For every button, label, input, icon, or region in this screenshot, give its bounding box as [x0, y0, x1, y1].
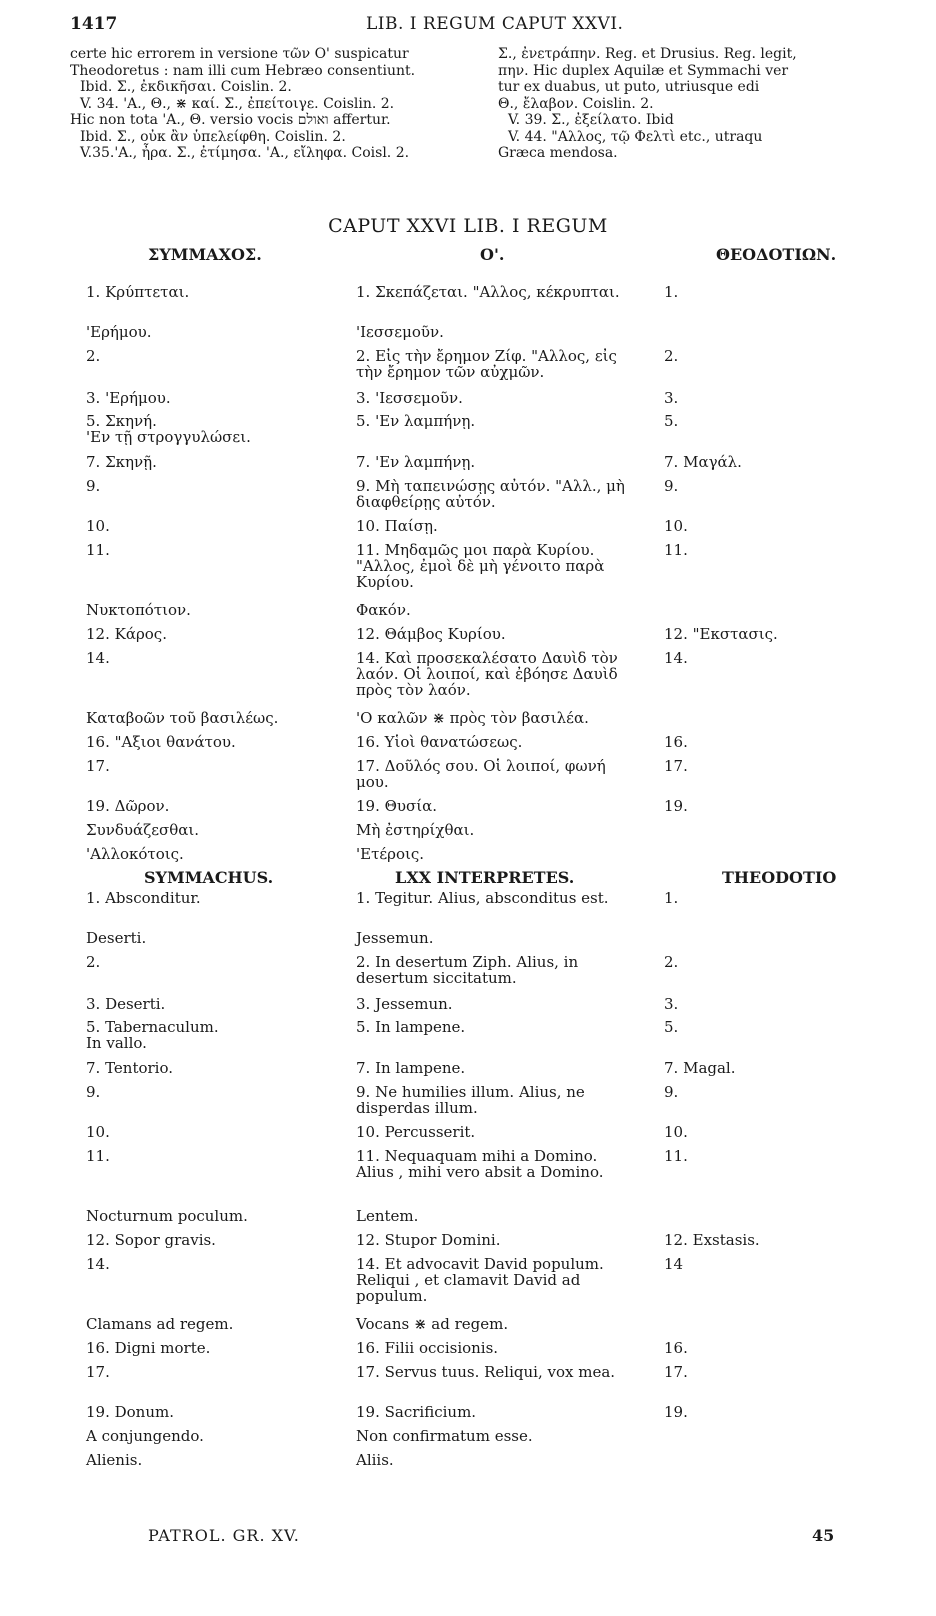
latin-symmachus-cell: Alienis.: [86, 1451, 143, 1469]
greek-symmachus-cell: Συνδυάζεσθαι.: [86, 821, 200, 839]
greek-lxx-cell: 9. Μὴ ταπεινώσῃς αὐτόν. "Αλλ., μὴ διαφθείρῃς αὐτόν.: [356, 477, 625, 511]
note-line: tur ex duabus, ut puto, utriusque edi: [498, 79, 760, 95]
latin-theodotion-cell: 12. Exstasis.: [664, 1231, 760, 1249]
latin-lxx-cell: 2. In desertum Ziph. Alius, in desertum siccitatum.: [356, 953, 579, 987]
latin-symmachus-cell: 3. Deserti.: [86, 995, 166, 1013]
greek-symmachus-cell: 2.: [86, 347, 101, 365]
latin-symmachus-cell: Deserti.: [86, 929, 147, 947]
running-head: [70, 14, 866, 38]
note-line: Græca mendosa.: [498, 145, 618, 161]
greek-symmachus-cell: 5. Σκηνή. 'Εν τῇ στρογγυλώσει.: [86, 412, 251, 446]
greek-theodotion-cell: 12. "Εκστασις.: [664, 625, 778, 643]
greek-symmachus-cell: 7. Σκηνῇ.: [86, 453, 157, 471]
note-line: Σ., ἐνετράπην. Reg. et Drusius. Reg. legit,: [498, 46, 797, 62]
greek-theodotion-cell: 16.: [664, 733, 688, 751]
greek-symmachus-cell: 3. 'Ερήμου.: [86, 389, 171, 407]
note-line: Hic non tota 'Α., Θ. versio vocis ואולם affertur.: [70, 112, 391, 128]
latin-lxx-cell: 3. Jessemun.: [356, 995, 453, 1013]
greek-symmachus-cell: 11.: [86, 541, 110, 559]
latin-symmachus-cell: 2.: [86, 953, 101, 971]
greek-symmachus-cell: 17.: [86, 757, 110, 775]
latin-lxx-cell: 19. Sacrificium.: [356, 1403, 477, 1421]
greek-header-lxx: Ο'.: [480, 245, 505, 264]
note-line: V.35.'Α., ἦρα. Σ., ἐτίμησα. 'Α., εἴληφα. Coisl. 2.: [80, 145, 410, 161]
latin-theodotion-cell: 17.: [664, 1363, 688, 1381]
greek-lxx-cell: Μὴ ἐστηρίχθαι.: [356, 821, 475, 839]
greek-lxx-cell: 5. 'Εν λαμπήνῃ.: [356, 412, 476, 430]
latin-symmachus-cell: 19. Donum.: [86, 1403, 174, 1421]
latin-lxx-cell: Non confirmatum esse.: [356, 1427, 533, 1445]
latin-theodotion-cell: 3.: [664, 995, 679, 1013]
latin-lxx-cell: 17. Servus tuus. Reliqui, vox mea.: [356, 1363, 616, 1381]
greek-theodotion-cell: 10.: [664, 517, 688, 535]
greek-symmachus-cell: 1. Κρύπτεται.: [86, 283, 190, 301]
latin-symmachus-cell: 14.: [86, 1255, 110, 1273]
greek-column-headers: [0, 245, 936, 267]
latin-lxx-cell: 10. Percusserit.: [356, 1123, 476, 1141]
greek-header-theodotion: ΘΕΟΔΟΤΙΩΝ.: [716, 245, 837, 264]
latin-symmachus-cell: 16. Digni morte.: [86, 1339, 211, 1357]
greek-lxx-cell: 2. Εἰς τὴν ἔρημον Ζίφ. "Αλλος, εἰς τὴν ἔρημον τῶν αὐχμῶν.: [356, 347, 617, 381]
greek-symmachus-cell: 16. "Αξιοι θανάτου.: [86, 733, 236, 751]
latin-lxx-cell: 9. Ne humilies illum. Alius, ne disperdas illum.: [356, 1083, 585, 1117]
latin-lxx-cell: Vocans ⋇ ad regem.: [356, 1315, 509, 1333]
greek-symmachus-cell: 14.: [86, 649, 110, 667]
greek-theodotion-cell: 14.: [664, 649, 688, 667]
greek-lxx-cell: 'Ιεσσεμοῦν.: [356, 323, 444, 341]
latin-theodotion-cell: 19.: [664, 1403, 688, 1421]
greek-theodotion-cell: 9.: [664, 477, 679, 495]
note-line: V. 34. 'Α., Θ., ⋇ καί. Σ., ἐπείτοιγε. Coislin. 2.: [80, 95, 395, 112]
section-title: CAPUT XXVI LIB. I REGUM: [328, 215, 608, 237]
greek-lxx-cell: 'Ο καλῶν ⋇ πρὸς τὸν βασιλέα.: [356, 709, 589, 727]
greek-theodotion-cell: 19.: [664, 797, 688, 815]
latin-theodotion-cell: 14: [664, 1255, 684, 1273]
latin-theodotion-cell: 1.: [664, 889, 679, 907]
greek-theodotion-cell: 11.: [664, 541, 688, 559]
latin-symmachus-cell: 1. Absconditur.: [86, 889, 201, 907]
greek-theodotion-cell: 5.: [664, 412, 679, 430]
greek-theodotion-cell: 3.: [664, 389, 679, 407]
note-line: Theodoretus : nam illi cum Hebræo consentiunt.: [70, 62, 416, 79]
page-number: 1417: [70, 14, 118, 34]
latin-lxx-cell: 5. In lampene.: [356, 1018, 466, 1036]
latin-theodotion-cell: 7. Magal.: [664, 1059, 736, 1077]
greek-theodotion-cell: 17.: [664, 757, 688, 775]
greek-lxx-cell: 1. Σκεπάζεται. "Αλλος, κέκρυπται.: [356, 283, 620, 301]
latin-column-headers: [0, 868, 936, 890]
greek-symmachus-cell: 'Ερήμου.: [86, 323, 152, 341]
greek-lxx-cell: 17. Δοῦλός σου. Οἱ λοιποί, φωνή μου.: [356, 757, 606, 791]
greek-symmachus-cell: 'Αλλοκότοις.: [86, 845, 184, 863]
latin-symmachus-cell: Nocturnum poculum.: [86, 1207, 248, 1225]
greek-symmachus-cell: 10.: [86, 517, 110, 535]
note-line: Θ., ἔλαβον. Coislin. 2.: [498, 95, 654, 112]
greek-lxx-cell: Φακόν.: [356, 601, 411, 619]
latin-lxx-cell: 12. Stupor Domini.: [356, 1231, 501, 1249]
note-line: V. 44. "Αλλος, τῷ Φελτὶ etc., utraqu: [508, 128, 763, 145]
footnotes-left-column: [70, 46, 470, 162]
latin-theodotion-cell: 16.: [664, 1339, 688, 1357]
latin-symmachus-cell: Clamans ad regem.: [86, 1315, 234, 1333]
latin-symmachus-cell: 5. Tabernaculum. In vallo.: [86, 1018, 219, 1052]
greek-lxx-cell: 11. Μηδαμῶς μοι παρὰ Κυρίου. "Αλλος, ἐμοὶ δὲ μὴ γένοιτο παρὰ Κυρίου.: [356, 541, 605, 591]
greek-theodotion-cell: 1.: [664, 283, 679, 301]
greek-lxx-cell: 7. 'Εν λαμπήνῃ.: [356, 453, 476, 471]
latin-header-lxx: LXX INTERPRETES.: [395, 868, 575, 887]
greek-symmachus-cell: Νυκτοπότιον.: [86, 601, 191, 619]
latin-theodotion-cell: 9.: [664, 1083, 679, 1101]
latin-symmachus-cell: 7. Tentorio.: [86, 1059, 174, 1077]
greek-lxx-cell: 'Ετέροις.: [356, 845, 425, 863]
sheet-number: 45: [812, 1526, 835, 1545]
latin-lxx-cell: 14. Et advocavit David populum. Reliqui , et clamavit David ad populum.: [356, 1255, 604, 1305]
note-line: Ibid. Σ., ἐκδικῆσαι. Coislin. 2.: [80, 79, 292, 95]
latin-header-theodotio: THEODOTIO: [722, 868, 837, 887]
note-line: certe hic errorem in versione τῶν Ο' suspicatur: [70, 46, 409, 62]
greek-lxx-cell: 16. Υἱοὶ θανατώσεως.: [356, 733, 523, 751]
note-line: Ibid. Σ., οὐκ ἂν ὑπελείφθη. Coislin. 2.: [80, 128, 346, 145]
latin-lxx-cell: 11. Nequaquam mihi a Domino. Alius , mihi vero absit a Domino.: [356, 1147, 604, 1181]
note-line: πην. Hic duplex Aquilæ et Symmachi ver: [498, 62, 789, 79]
greek-symmachus-cell: Καταβοῶν τοῦ βασιλέως.: [86, 709, 279, 727]
latin-header-symmachus: SYMMACHUS.: [144, 868, 274, 887]
latin-symmachus-cell: 17.: [86, 1363, 110, 1381]
latin-lxx-cell: Jessemun.: [356, 929, 434, 947]
latin-lxx-cell: 16. Filii occisionis.: [356, 1339, 499, 1357]
greek-symmachus-cell: 19. Δῶρον.: [86, 797, 170, 815]
latin-lxx-cell: 1. Tegitur. Alius, absconditus est.: [356, 889, 609, 907]
greek-theodotion-cell: 2.: [664, 347, 679, 365]
latin-symmachus-cell: 12. Sopor gravis.: [86, 1231, 216, 1249]
page-footer: [0, 1526, 936, 1550]
greek-header-symmachus: ΣΥΜΜΑΧΟΣ.: [148, 245, 262, 264]
greek-lxx-cell: 3. 'Ιεσσεμοῦν.: [356, 389, 463, 407]
latin-theodotion-cell: 11.: [664, 1147, 688, 1165]
greek-lxx-cell: 12. Θάμβος Κυρίου.: [356, 625, 506, 643]
greek-symmachus-cell: 12. Κάρος.: [86, 625, 167, 643]
greek-symmachus-cell: 9.: [86, 477, 101, 495]
greek-lxx-cell: 14. Καὶ προσεκαλέσατο Δαυὶδ τὸν λαόν. Οἱ λοιποί, καὶ ἐβόησε Δαυὶδ πρὸς τὸν λαόν.: [356, 649, 618, 699]
latin-symmachus-cell: 11.: [86, 1147, 110, 1165]
latin-theodotion-cell: 5.: [664, 1018, 679, 1036]
running-title: LIB. I REGUM CAPUT XXVI.: [366, 14, 624, 34]
note-line: V. 39. Σ., ἐξείλατο. Ibid: [508, 112, 674, 128]
greek-lxx-cell: 19. Θυσία.: [356, 797, 438, 815]
latin-lxx-cell: Lentem.: [356, 1207, 419, 1225]
latin-theodotion-cell: 10.: [664, 1123, 688, 1141]
footer-signature: PATROL. GR. XV.: [148, 1526, 300, 1545]
latin-lxx-cell: 7. In lampene.: [356, 1059, 466, 1077]
latin-lxx-cell: Aliis.: [356, 1451, 394, 1469]
latin-symmachus-cell: 10.: [86, 1123, 110, 1141]
greek-theodotion-cell: 7. Μαγάλ.: [664, 453, 742, 471]
latin-symmachus-cell: A conjungendo.: [86, 1427, 204, 1445]
footnotes-right-column: [498, 46, 870, 162]
greek-lxx-cell: 10. Παίσῃ.: [356, 517, 438, 535]
latin-theodotion-cell: 2.: [664, 953, 679, 971]
latin-symmachus-cell: 9.: [86, 1083, 101, 1101]
